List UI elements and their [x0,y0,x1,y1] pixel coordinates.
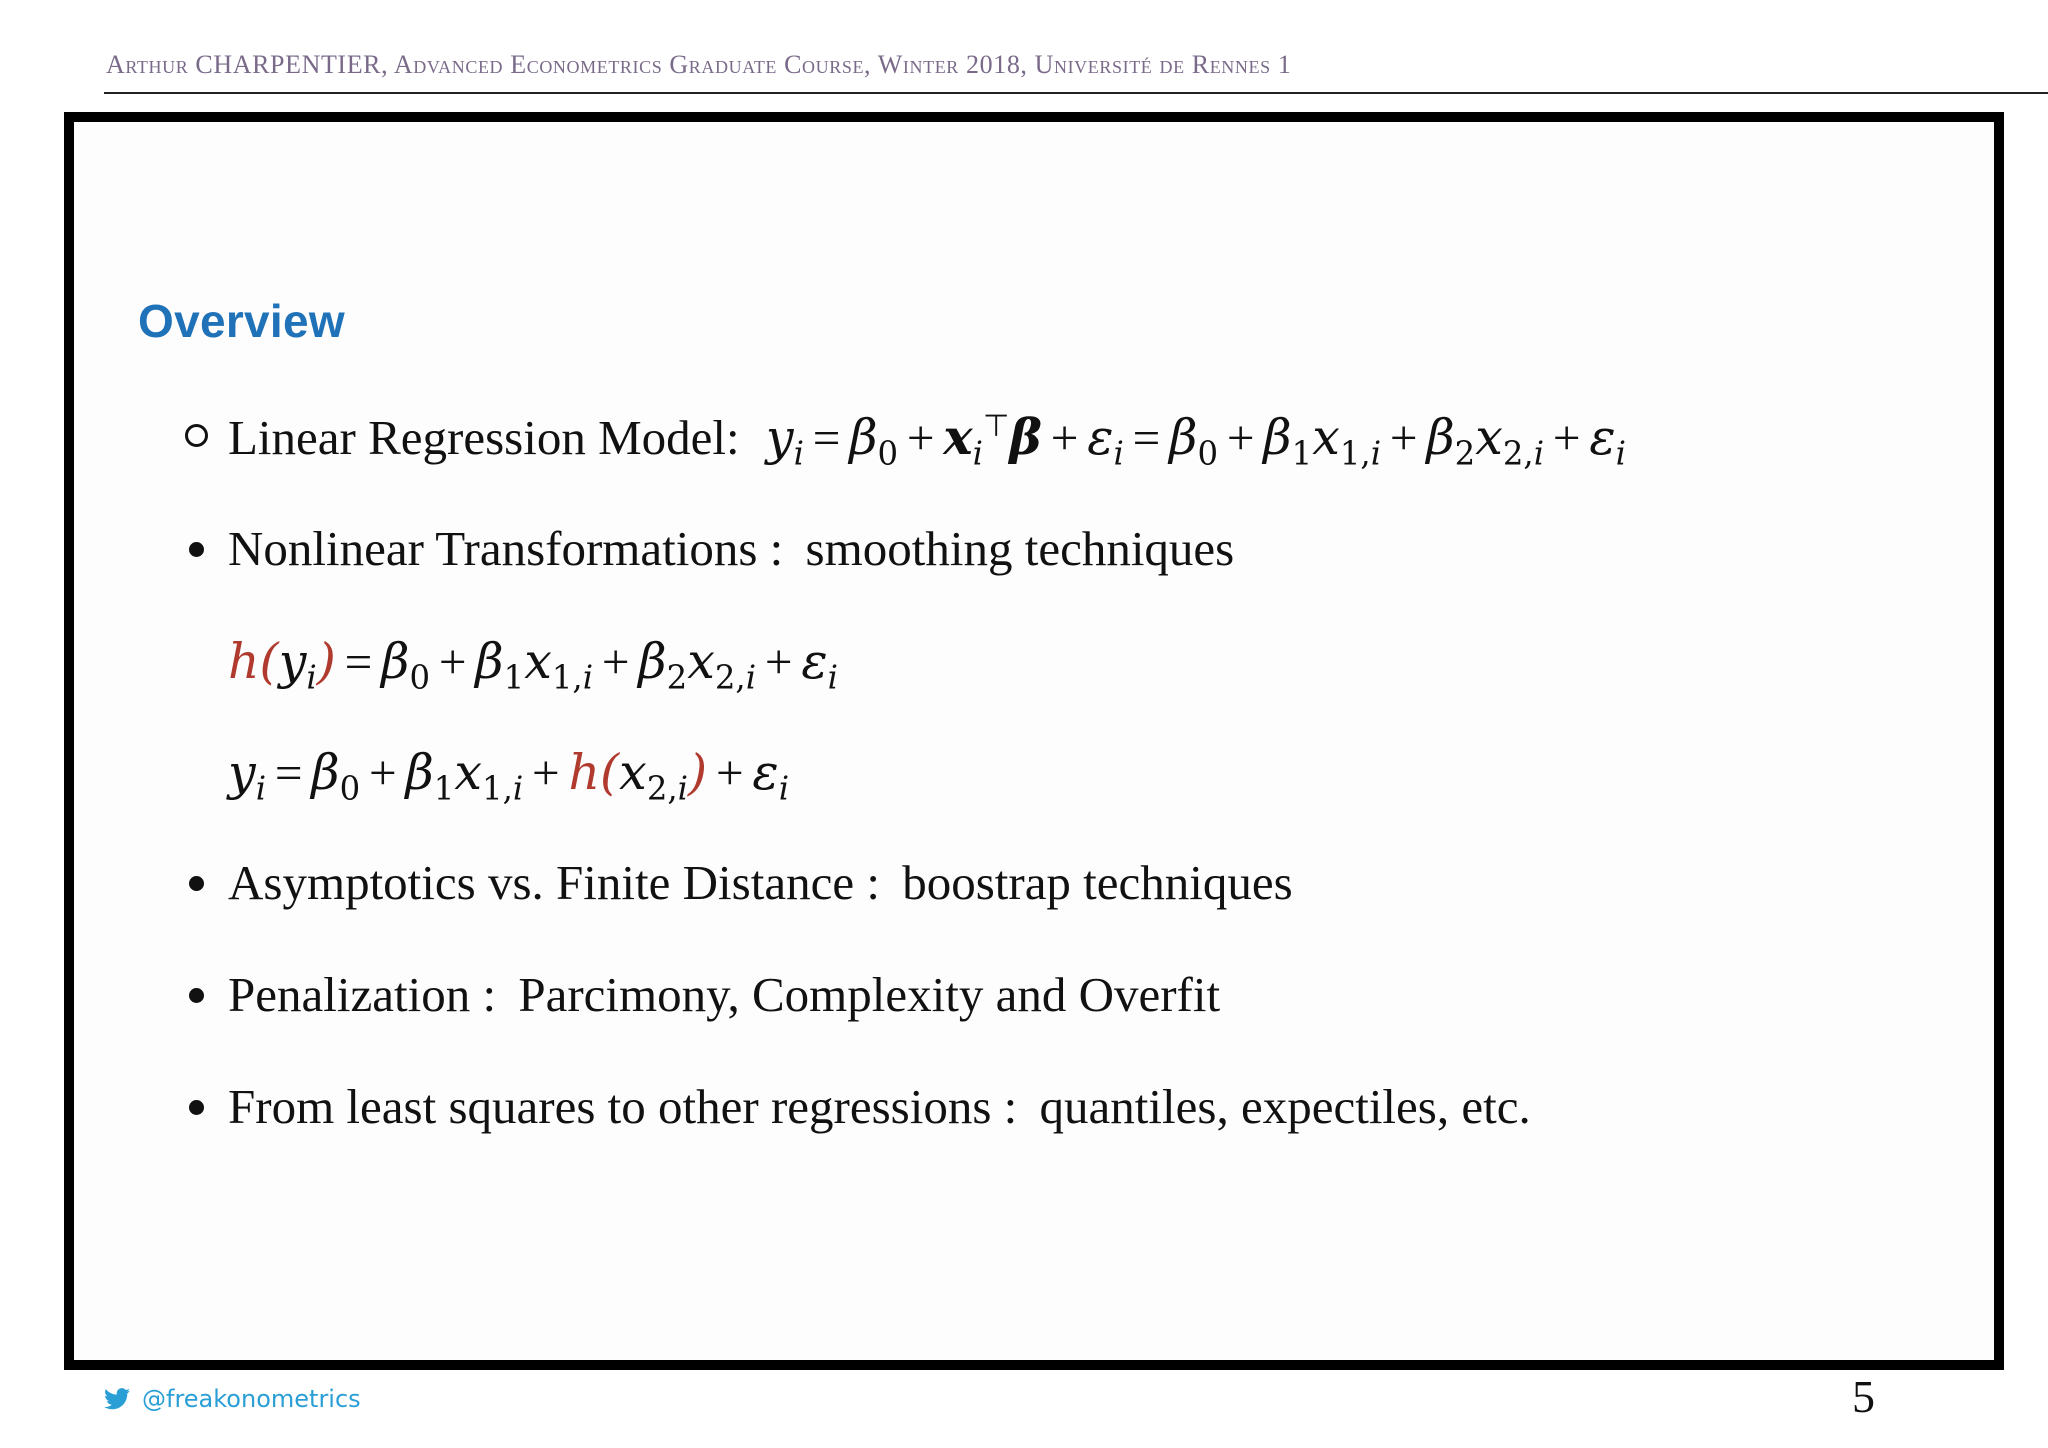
formula-h-of-x2: $y_i = \beta_0 + \beta_1x_{1,i} + h(x_{2,i}) + \varepsilon_i$ [228,744,790,808]
slide-frame [64,112,2004,1370]
bullet-least-squares [228,1079,1531,1134]
bullet-icon [176,858,216,907]
formula-h-of-y: $h(y_i) = \beta_0 + \beta_1x_{1,i} + \beta_2x_{2,i} + \varepsilon_i$ [228,633,838,697]
bullet-label: Nonlinear Transformations : [228,521,784,576]
bullet-label: Asymptotics vs. Finite Distance : [228,855,880,910]
bullet-linear-regression [228,408,1626,473]
twitter-handle-text: @freakonometrics [142,1385,361,1413]
page-number: 5 [1852,1371,1875,1422]
bullet-nonlinear-transformations [228,521,1235,576]
bullet-rest: smoothing techniques [805,521,1235,576]
header-course-info: Arthur CHARPENTIER, Advanced Econometrics Graduate Course, Winter 2018, Université de Rennes 1 [106,50,1292,79]
bullet-icon [176,1082,216,1131]
bullet-rest: quantiles, expectiles, etc. [1039,1079,1531,1134]
slide-title: Overview [138,295,345,347]
hollow-circle-icon [176,412,216,461]
slide-content [74,122,1994,1360]
bullet-penalization [228,967,1221,1022]
bullet-rest: Parcimony, Complexity and Overfit [518,967,1221,1022]
bullet-asymptotics [228,855,1293,910]
bullet-rest: boostrap techniques [902,855,1293,910]
formula-linear-model: $y_i = \beta_0 + x_i^⊤\beta + \varepsilon_i = \beta_0 + \beta_1x_{1,i} + \beta_2x_{2,i} + \varepsilon_i$ [765,408,1626,473]
bullet-label: Penalization : [228,967,497,1022]
bullet-icon [176,524,216,573]
header-rule [104,92,2048,94]
bullet-icon [176,970,216,1019]
bullet-label: Linear Regression Model: [228,410,740,466]
twitter-bird-icon [104,1388,130,1410]
twitter-handle-link[interactable] [104,1385,361,1413]
bullet-label: From least squares to other regressions : [228,1079,1018,1134]
